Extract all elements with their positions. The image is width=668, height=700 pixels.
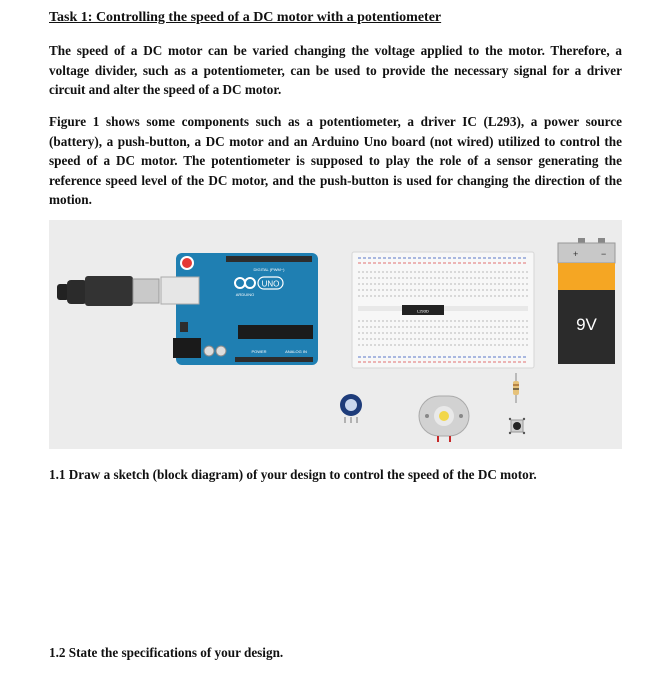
dc-motor [419, 396, 469, 442]
arduino-power-label: POWER [251, 349, 267, 354]
question-1-1: 1.1 Draw a sketch (block diagram) of your design to control the speed of the DC motor. [49, 467, 537, 482]
arduino-digital-label: DIGITAL (PWM~) [253, 267, 285, 272]
arduino-analog-label: ANALOG IN [285, 349, 307, 354]
push-button [509, 418, 525, 434]
battery-voltage-label: 9V [576, 315, 597, 334]
figure-1-components [49, 220, 622, 449]
task-title: Task 1: Controlling the speed of a DC motor with a potentiometer [49, 10, 442, 25]
question-1-2: 1.2 State the specifications of your design. [49, 645, 284, 660]
battery-minus: − [601, 249, 607, 259]
figure-description-paragraph: Figure 1 shows some components such as a potentiometer, a driver IC (L293), a power source (battery), a push-button, a DC motor and an Arduino Uno board (not wired) utilized to control the speed of a DC motor. The potentiometer is supposed to play the role of a sensor generating the reference speed level of the DC motor, and the push-button is used for changing the direction of the motion. [49, 114, 622, 207]
potentiometer [340, 394, 362, 423]
breadboard [352, 252, 534, 368]
resistor [513, 373, 519, 403]
battery-plus: + [573, 249, 579, 259]
intro-paragraph: The speed of a DC motor can be varied changing the voltage applied to the motor. Therefore, a voltage divider, such as a potentiometer, can be used to provide the necessary signal for a driver circuit and alter the speed of a DC motor. [49, 43, 622, 97]
arduino-uno-text: UNO [261, 279, 280, 289]
battery-9v [558, 238, 615, 364]
atmega-chip [238, 325, 313, 339]
arduino-uno-board [161, 253, 318, 365]
usb-cable [57, 276, 159, 306]
driver-ic-label: L293D [417, 308, 429, 314]
arduino-brand-text: ARDUINO [235, 292, 255, 297]
